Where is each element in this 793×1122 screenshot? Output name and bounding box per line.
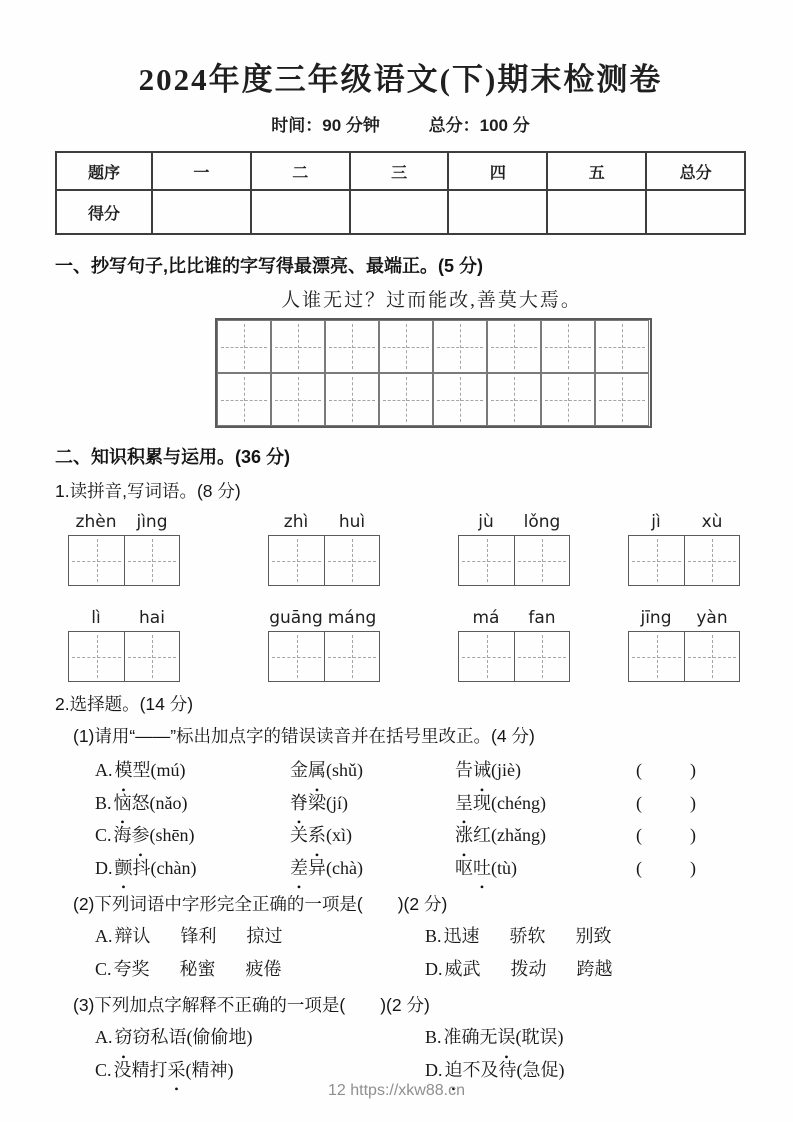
pinyin-label: [268, 512, 380, 532]
pinyin-syllable: jīng: [640, 608, 672, 628]
handwriting-cell: [487, 320, 541, 373]
option-word: 夸奖: [113, 958, 150, 979]
pinyin-syllable: jìng: [136, 512, 168, 532]
option-letter: D.: [425, 958, 443, 979]
dotted-character: 涨: [455, 825, 473, 845]
handwriting-cell: [541, 320, 595, 373]
correction-bracket: ( ): [636, 760, 700, 780]
text-segment: 抖(chàn): [132, 857, 197, 878]
pinyin-syllable: zhì: [283, 512, 309, 532]
pinyin-syllable: lǒng: [523, 512, 561, 532]
option-word: 秘蜜: [179, 958, 216, 979]
option-letter: D.: [95, 857, 113, 878]
section1-heading: 一、抄写句子,比比谁的字写得最漂亮、最端正。(5 分): [55, 256, 483, 276]
text-segment: 异(chà): [308, 857, 363, 878]
text-segment: 告: [455, 760, 473, 780]
answer-cell: [684, 536, 739, 585]
pinyin-row: [55, 512, 746, 586]
handwriting-cell: [217, 373, 271, 426]
correction-bracket: ( ): [636, 857, 700, 878]
pronunciation-item: [95, 852, 290, 885]
text-segment: 没精打: [113, 1059, 168, 1080]
pinyin-label: [458, 512, 570, 532]
score-empty-cell: [448, 190, 547, 234]
score-table-header-cell: 五: [547, 152, 646, 190]
pinyin-label: [268, 608, 380, 628]
handwriting-cell: [325, 373, 379, 426]
option-letter: C.: [95, 825, 112, 845]
option-letter: B.: [425, 926, 442, 946]
handwriting-cell: [379, 373, 433, 426]
answer-cell: [269, 536, 324, 585]
text-segment: 红(zhǎng): [473, 825, 546, 845]
section2-heading: 二、知识积累与运用。(36 分): [55, 447, 291, 467]
option-word: 别致: [575, 926, 612, 946]
handwriting-cell: [379, 320, 433, 373]
handwriting-cell: [541, 373, 595, 426]
option-word: 骄软: [509, 926, 546, 946]
answer-box: [268, 631, 380, 682]
pinyin-group: [268, 608, 380, 682]
option-letter: D.: [425, 1059, 443, 1080]
exam-title: 2024年度三年级语文(下)期末检测卷: [138, 62, 663, 97]
correction-bracket: ( ): [636, 792, 700, 813]
score-table-header-cell: 题序: [56, 152, 152, 190]
answer-cell: [514, 632, 569, 681]
exam-meta: [55, 111, 746, 136]
pinyin-syllable: yàn: [696, 608, 728, 628]
pinyin-group: [268, 512, 380, 586]
handwriting-grid: [215, 318, 652, 428]
dotted-character: 脊: [290, 792, 308, 813]
text-segment: 不及待(急促): [462, 1059, 565, 1080]
dotted-character: 参: [131, 825, 150, 845]
text-segment: 窃私语(偷偷地): [132, 1027, 253, 1047]
pinyin-group: [628, 608, 740, 682]
answer-cell: [269, 632, 324, 681]
option-word: 锋利: [180, 926, 217, 946]
dotted-character: 系: [308, 825, 326, 845]
dotted-character: 颤: [114, 857, 133, 878]
choice-option: [95, 920, 425, 953]
answer-box: [458, 535, 570, 586]
handwriting-cell: [271, 320, 325, 373]
answer-cell: [459, 536, 514, 585]
dotted-character: 迫: [444, 1059, 463, 1080]
dotted-character: 模: [114, 760, 133, 780]
pinyin-label: [458, 608, 570, 628]
score-table-header-cell: 二: [251, 152, 350, 190]
pinyin-syllable: hai: [139, 608, 165, 628]
pronunciation-item: [455, 754, 625, 787]
answer-cell: [324, 632, 379, 681]
score-table-header-cell: 总分: [646, 152, 745, 190]
option-word: 掠过: [246, 926, 283, 946]
text-segment: 海: [113, 825, 132, 845]
handwriting-cell: [433, 320, 487, 373]
question2-1-options: [55, 754, 746, 884]
pronunciation-row: [55, 787, 746, 820]
score-table: [55, 151, 746, 235]
handwriting-cell: [595, 320, 649, 373]
pronunciation-item: [95, 754, 290, 787]
score-empty-cell: [646, 190, 745, 234]
question1-heading: 1.读拼音,写词语。(8 分): [55, 481, 241, 501]
handwriting-cell: [595, 373, 649, 426]
text-segment: 现(chéng): [473, 792, 546, 813]
option-word: 辩认: [114, 926, 151, 946]
answer-cell: [69, 632, 124, 681]
pronunciation-item: [455, 819, 625, 852]
pinyin-syllable: huì: [338, 512, 366, 532]
total-score-label: 总分：100 分: [428, 116, 530, 135]
pronunciation-item: [95, 787, 290, 820]
handwriting-cell: [325, 320, 379, 373]
answer-cell: [629, 536, 684, 585]
pinyin-syllable: má: [472, 608, 500, 628]
score-table-header-cell: 四: [448, 152, 547, 190]
score-empty-cell: [152, 190, 251, 234]
dotted-character: 差: [290, 857, 308, 878]
dotted-character: 属: [308, 760, 326, 780]
text-segment: 怒(nǎo): [131, 792, 188, 813]
score-row-label-cell: 得分: [56, 190, 152, 234]
score-table-header-row: [56, 152, 745, 190]
question2-1-heading: (1)请用“——”标出加点字的错误读音并在括号里改正。(4 分): [73, 726, 535, 746]
question2-2-options: [55, 920, 746, 985]
answer-box: [628, 535, 740, 586]
handwriting-cell: [487, 373, 541, 426]
answer-box: [628, 631, 740, 682]
text-segment: (shēn): [149, 825, 195, 845]
choice-option: [425, 1021, 746, 1054]
score-empty-cell: [251, 190, 350, 234]
text-segment: (耽误): [515, 1027, 564, 1047]
score-table-header-cell: 三: [350, 152, 449, 190]
question2-heading: 2.选择题。(14 分): [55, 694, 194, 714]
pinyin-syllable: máng: [327, 608, 377, 628]
pinyin-syllable: jì: [651, 512, 661, 532]
dotted-character: 呈: [455, 792, 473, 813]
pinyin-label: [68, 608, 180, 628]
pronunciation-row: [55, 754, 746, 787]
option-letter: C.: [95, 1059, 112, 1080]
answer-cell: [69, 536, 124, 585]
choice-option: [425, 953, 746, 986]
score-empty-cell: [350, 190, 449, 234]
score-table-header-cell: 一: [152, 152, 251, 190]
pinyin-group: [68, 512, 180, 586]
copy-sentence: 人谁无过？过而能改,善莫大焉。: [281, 290, 582, 311]
option-letter: A.: [95, 926, 113, 946]
option-word: 拨动: [510, 958, 547, 979]
answer-box: [268, 535, 380, 586]
choice-option: [95, 1021, 425, 1054]
text-segment: (精神): [185, 1059, 234, 1080]
score-empty-cell: [547, 190, 646, 234]
pinyin-row: [55, 608, 746, 682]
page-footer-url: 12 https://xkw88.cn: [328, 1082, 465, 1099]
pinyin-group: [458, 608, 570, 682]
answer-box: [68, 535, 180, 586]
pinyin-label: [68, 512, 180, 532]
dotted-character: 恼: [113, 792, 132, 813]
option-letter: B.: [425, 1027, 442, 1047]
option-letter: B.: [95, 792, 112, 813]
pronunciation-item: [290, 754, 455, 787]
pinyin-syllable: zhèn: [75, 512, 117, 532]
choice-option: [95, 953, 425, 986]
dotted-character: 诫: [473, 760, 491, 780]
answer-cell: [459, 632, 514, 681]
pronunciation-row: [55, 819, 746, 852]
answer-cell: [514, 536, 569, 585]
choice-option: [425, 920, 746, 953]
answer-cell: [124, 536, 179, 585]
pinyin-syllable: xù: [701, 512, 723, 532]
pinyin-syllable: lì: [91, 608, 101, 628]
pinyin-word-area: [55, 512, 746, 682]
handwriting-cell: [271, 373, 325, 426]
option-word: 跨越: [576, 958, 613, 979]
handwriting-cell: [217, 320, 271, 373]
correction-bracket: ( ): [636, 825, 700, 845]
time-limit-label: 时间：90 分钟: [271, 116, 380, 135]
text-segment: 金: [290, 760, 308, 780]
pinyin-group: [628, 512, 740, 586]
option-word: 威武: [444, 958, 481, 979]
answer-cell: [124, 632, 179, 681]
dotted-character: 误: [497, 1027, 516, 1047]
answer-box: [68, 631, 180, 682]
pronunciation-row: [55, 852, 746, 885]
option-letter: A.: [95, 760, 113, 780]
question2-2-heading: (2)下列词语中字形完全正确的一项是( )(2 分): [73, 894, 448, 914]
option-letter: C.: [95, 958, 112, 979]
pinyin-syllable: jù: [478, 512, 494, 532]
dotted-character: 窃: [114, 1027, 133, 1047]
pinyin-label: [628, 608, 740, 628]
pronunciation-item: [455, 852, 625, 885]
answer-cell: [684, 632, 739, 681]
pinyin-syllable: guāng: [269, 608, 323, 628]
dotted-character: 吐: [473, 857, 491, 878]
text-segment: 准确无: [443, 1027, 498, 1047]
text-segment: (shǔ): [326, 760, 363, 780]
answer-box: [458, 631, 570, 682]
answer-cell: [324, 536, 379, 585]
answer-cell: [629, 632, 684, 681]
pinyin-syllable: fan: [528, 608, 556, 628]
pinyin-group: [458, 512, 570, 586]
option-word: 迅速: [443, 926, 480, 946]
score-table-score-row: [56, 190, 745, 234]
option-word: 疲倦: [245, 958, 282, 979]
dotted-character: 采: [167, 1059, 186, 1080]
pinyin-group: [68, 608, 180, 682]
text-segment: (jiè): [491, 760, 521, 780]
text-segment: 关: [290, 825, 308, 845]
text-segment: 梁(jí): [308, 792, 348, 813]
question2-3-options: [55, 1021, 746, 1086]
option-letter: A.: [95, 1027, 113, 1047]
question2-3-heading: (3)下列加点字解释不正确的一项是( )(2 分): [73, 995, 430, 1015]
text-segment: (xì): [326, 825, 352, 845]
pronunciation-item: [290, 819, 455, 852]
pinyin-label: [628, 512, 740, 532]
text-segment: (tù): [491, 857, 517, 878]
text-segment: 型(mú): [132, 760, 186, 780]
text-segment: 呕: [455, 857, 473, 878]
handwriting-cell: [433, 373, 487, 426]
